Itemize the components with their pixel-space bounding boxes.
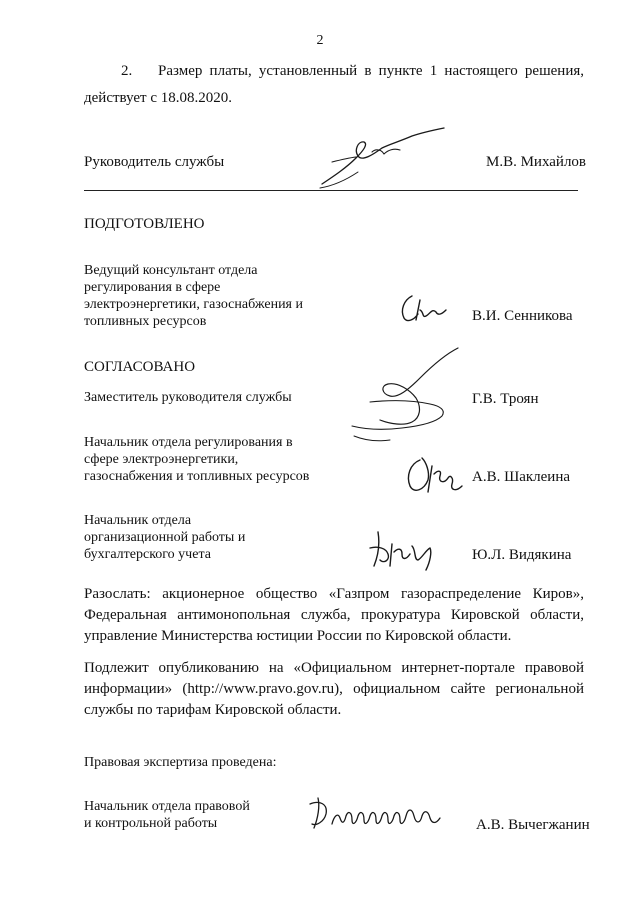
agreed-entry-3-position-line-2: организационной работы и [84,530,246,545]
prepared-position-line-3: электроэнергетики, газоснабжения и [84,297,303,312]
legal-review-position-line-2: и контрольной работы [84,816,218,831]
agreed-entry-2-name: А.В. Шаклеина [472,469,571,485]
distribution-text: Разослать: акционерное общество «Газпром газораспределение Киров», Федеральная антимонопольная служба, прокуратура Кировской области, управление Министерства юстиции России по Кировской области. [84,586,584,644]
agreed-entry-3-signature [366,526,436,574]
agreed-entry-2-position-line-2: сфере электроэнергетики, [84,452,239,467]
prepared-position-line-2: регулирования в сфере [84,280,221,295]
agreed-entry-3-position-line-1: Начальник отдела [84,513,192,528]
clause-number: 2. [121,63,133,79]
prepared-heading: ПОДГОТОВЛЕНО [84,216,205,232]
head-position: Руководитель службы [84,154,225,170]
page-number: 2 [316,33,324,48]
head-name: М.В. Михайлов [486,154,587,170]
head-signature [312,128,452,192]
prepared-position-line-4: топливных ресурсов [84,314,207,329]
prepared-name: В.И. Сенникова [472,308,573,324]
legal-review-signature [304,794,444,834]
agreed-heading: СОГЛАСОВАНО [84,359,196,375]
prepared-signature [398,292,448,326]
agreed-entry-1-position: Заместитель руководителя службы [84,390,292,405]
separator-line [84,190,578,191]
prepared-position-line-1: Ведущий консультант отдела [84,263,258,278]
agreed-entry-2-signature [402,452,466,498]
agreed-entry-1-name: Г.В. Троян [472,391,539,407]
agreed-entry-1-signature [350,346,460,446]
agreed-entry-3-position-line-3: бухгалтерского учета [84,547,211,562]
agreed-entry-3-name: Ю.Л. Видякина [472,547,572,563]
legal-review-position-line-1: Начальник отдела правовой [84,799,250,814]
publication-text: Подлежит опубликованию на «Официальном интернет-портале правовой информации» (http://www.pravo.gov.ru), официальном сайте региональной службы по тарифам Кировской области. [84,660,584,718]
legal-review-name: А.В. Вычегжанин [476,817,590,833]
agreed-entry-2-position-line-1: Начальник отдела регулирования в [84,435,293,450]
clause-text-line2: действует с 18.08.2020. [84,90,233,106]
legal-review-statement: Правовая экспертиза проведена: [84,755,277,770]
clause-text-line1: Размер платы, установленный в пункте 1 настоящего решения, [158,63,584,79]
agreed-entry-2-position-line-3: газоснабжения и топливных ресурсов [84,469,310,484]
